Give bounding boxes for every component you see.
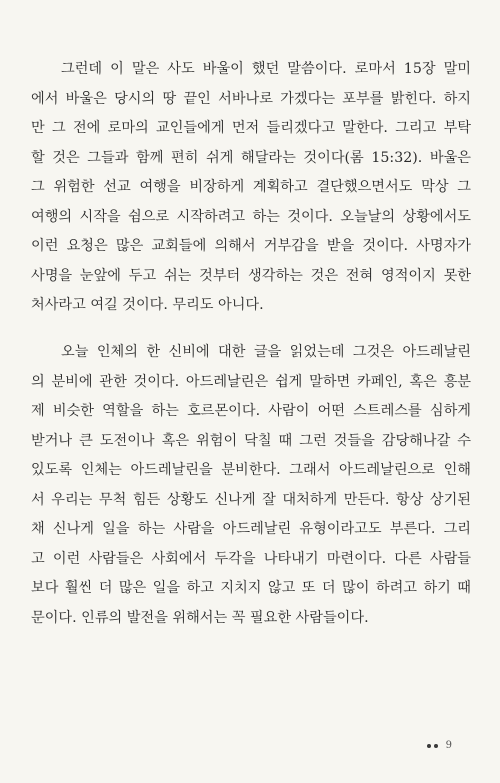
page-footer <box>427 740 452 751</box>
text-line: 제 비슷한 역할을 하는 호르몬이다. 사람이 어떤 스트레스를 심하게 <box>31 403 471 419</box>
text-line: 그 위험한 선교 여행을 비장하게 계획하고 결단했으면서도 막상 그 <box>31 179 471 195</box>
paragraph-1 <box>31 55 471 321</box>
text-line: 오늘 인체의 한 신비에 대한 글을 읽었는데 그것은 아드레날린 <box>61 344 471 360</box>
text-line: 에서 바울은 당시의 땅 끝인 서바나로 가겠다는 포부를 밝힌다. 하지 <box>31 90 471 107</box>
ornament-dots-icon <box>427 744 438 748</box>
text-line: 여행의 시작을 쉼으로 시작하려고 하는 것이다. 오늘날의 상황에서도 <box>31 208 471 225</box>
text-line: 이런 요청은 많은 교회들에 의해서 거부감을 받을 것이다. 사명자가 <box>31 238 471 254</box>
page-number: 9 <box>445 740 452 751</box>
text-line: 의 분비에 관한 것이다. 아드레날린은 쉽게 말하면 카페인, 혹은 흥분 <box>31 373 471 390</box>
text-line: 고 이런 사람들은 사회에서 두각을 나타내기 마련이다. 다른 사람들 <box>31 550 471 567</box>
text-line: 사명을 눈앞에 두고 쉬는 것부터 생각하는 것은 전혀 영적이지 못한 <box>31 267 471 284</box>
text-line: 할 것은 그들과 함께 편히 쉬게 해달라는 것이다(롬 15:32). 바울은 <box>31 149 471 166</box>
text-line: 문이다. 인류의 발전을 위해서는 꼭 필요한 사람들이다. <box>31 609 369 626</box>
paragraph-2 <box>31 338 471 633</box>
text-line: 보다 훨씬 더 많은 일을 하고 지치지 않고 또 더 많이 하려고 하기 때 <box>31 580 471 596</box>
text-line: 만 그 전에 로마의 교인들에게 먼저 들리겠다고 말한다. 그리고 부탁 <box>31 120 471 136</box>
text-line: 채 신나게 일을 하는 사람을 아드레날린 유형이라고도 부른다. 그리 <box>31 521 471 537</box>
text-line: 있도록 인체는 아드레날린을 분비한다. 그래서 아드레날린으로 인해 <box>31 462 471 478</box>
text-line: 그런데 이 말은 사도 바울이 했던 말씀이다. 로마서 15장 말미 <box>61 61 471 77</box>
text-line: 서 우리는 무척 힘든 상황도 신나게 잘 대처하게 만든다. 항상 상기된 <box>31 491 471 508</box>
text-line: 받거나 큰 도전이나 혹은 위험이 닥칠 때 그런 것들을 감당해나갈 수 <box>31 432 471 449</box>
text-line: 처사라고 여길 것이다. 무리도 아니다. <box>31 297 264 313</box>
